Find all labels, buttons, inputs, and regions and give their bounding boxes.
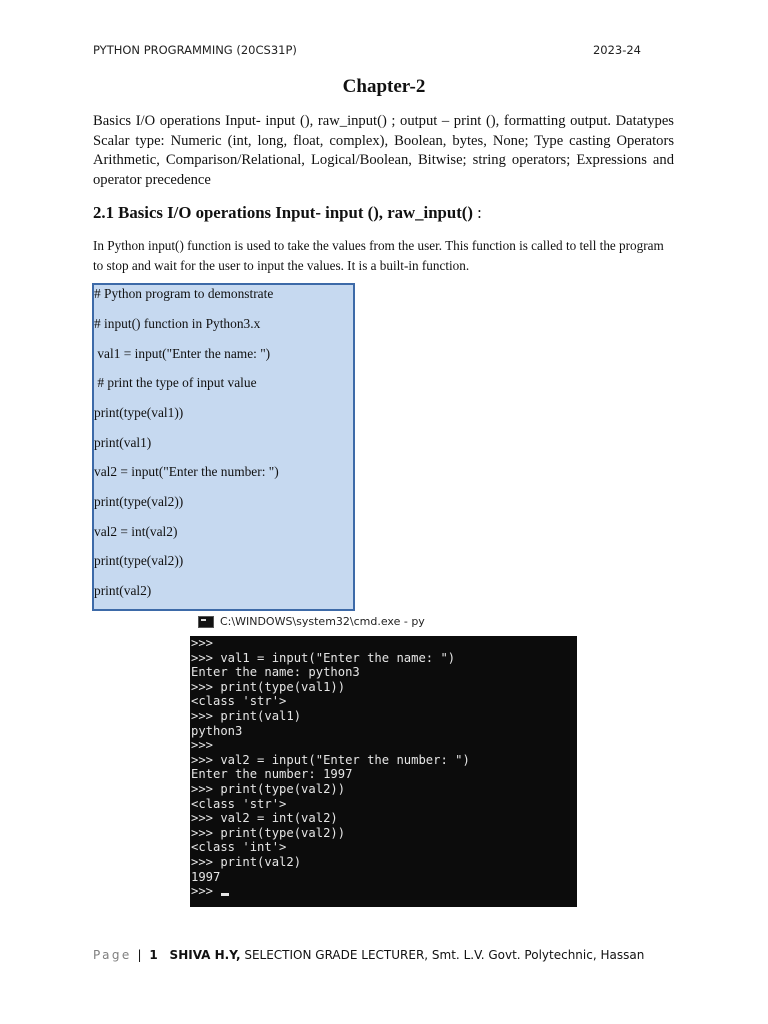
- section-paragraph: In Python input() function is used to take the values from the user. This function is called to tell the program to stop and wait for the user to input the values. It is a built-in function.: [93, 238, 664, 273]
- footer-separator: |: [137, 948, 142, 962]
- page-footer: [93, 948, 644, 962]
- code-line: print(val1): [94, 435, 152, 450]
- console-window-title: [198, 615, 425, 628]
- console-line: >>> print(val1): [191, 709, 302, 723]
- code-example-box: [92, 283, 355, 611]
- console-prompt: >>>: [191, 884, 221, 898]
- console-line: >>> val2 = input("Enter the number: "): [191, 753, 470, 767]
- academic-year: 2023-24: [592, 43, 641, 57]
- console-line: >>> val1 = input("Enter the name: "): [191, 651, 456, 665]
- author-affiliation: SELECTION GRADE LECTURER, Smt. L.V. Govt. Polytechnic, Hassan: [244, 948, 645, 962]
- console-line: >>>: [191, 738, 214, 752]
- section-heading-text: 2.1 Basics I/O operations Input- input (), raw_input(): [93, 203, 473, 222]
- console-title-text: C:\WINDOWS\system32\cmd.exe - py: [220, 615, 425, 628]
- code-line: print(val2): [94, 583, 152, 598]
- code-line: val2 = int(val2): [94, 524, 178, 539]
- console-line: >>>: [191, 636, 214, 650]
- code-line: print(type(val1)): [94, 405, 184, 420]
- chapter-syllabus-intro: Basics I/O operations Input- input (), raw_input() ; output – print (), formatting output. Datatypes Scalar type: Numeric (int, long, float, complex), Boolean, bytes, None; Type casting Operators Arithmetic, Comparison/Relational, Logical/Boolean, Bitwise; string operators; Expressions and operator precedence: [93, 113, 674, 188]
- course-title: PYTHON PROGRAMMING (20CS31P): [93, 43, 297, 57]
- console-line: >>> print(type(val1)): [191, 680, 346, 694]
- console-line: >>> print(type(val2)): [191, 826, 346, 840]
- page-number: 1: [149, 948, 158, 962]
- code-line: val2 = input("Enter the number: "): [94, 464, 279, 479]
- console-line: Enter the name: python3: [191, 665, 360, 679]
- code-line: # print the type of input value: [94, 375, 257, 390]
- page-label: Page: [93, 948, 132, 962]
- console-line: python3: [191, 724, 243, 738]
- section-heading-colon: :: [472, 203, 482, 222]
- code-line: # Python program to demonstrate: [94, 286, 274, 301]
- console-prompt-line: [191, 884, 229, 898]
- console-line: <class 'int'>: [191, 840, 287, 854]
- cmd-prompt-icon: [198, 616, 214, 628]
- code-line: val1 = input("Enter the name: "): [94, 346, 271, 361]
- console-line: >>> val2 = int(val2): [191, 811, 338, 825]
- console-line: >>> print(val2): [191, 855, 302, 869]
- console-line: <class 'str'>: [191, 694, 287, 708]
- code-line: print(type(val2)): [94, 553, 184, 568]
- code-line: # input() function in Python3.x: [94, 316, 261, 331]
- section-heading: [93, 203, 693, 223]
- console-line: 1997: [191, 870, 221, 884]
- console-cursor: [221, 893, 229, 896]
- console-line: <class 'str'>: [191, 797, 287, 811]
- console-line: >>> print(type(val2)): [191, 782, 346, 796]
- page-header: [93, 43, 641, 57]
- console-output-screenshot: [190, 636, 577, 907]
- chapter-title: Chapter-2: [342, 76, 426, 97]
- author-name: SHIVA H.Y,: [169, 948, 241, 962]
- code-line: print(type(val2)): [94, 494, 184, 509]
- console-line: Enter the number: 1997: [191, 767, 353, 781]
